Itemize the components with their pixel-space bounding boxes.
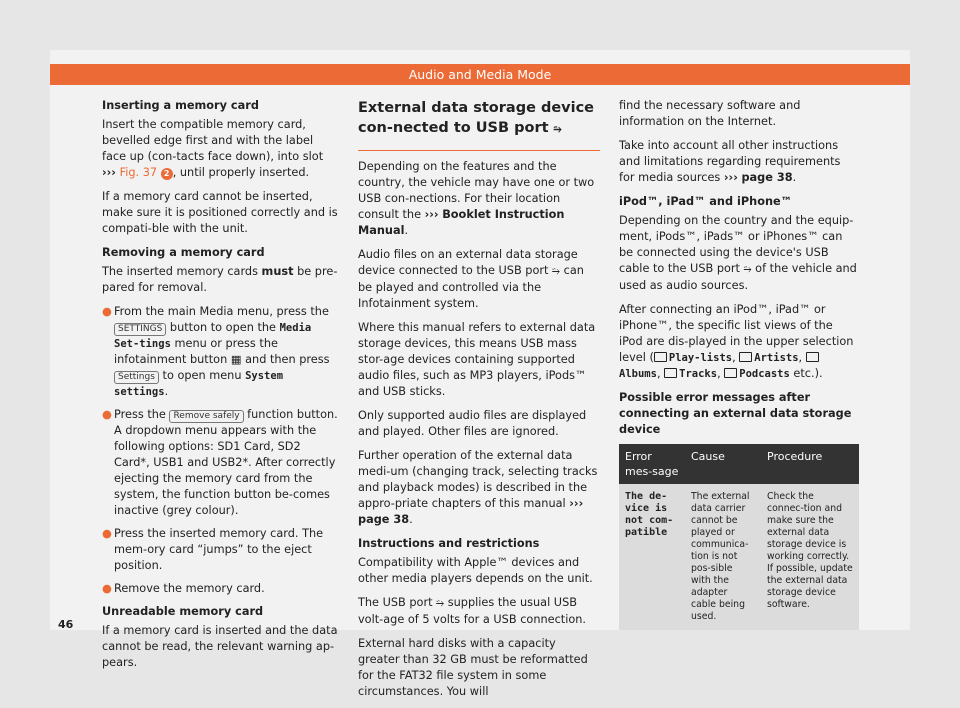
paragraph-insert: Insert the compatible memory card, bevelled edge first and with the label face up (con-tacts face down), into slot ››› Fig. 37 2 , until properly inserted. [102,118,324,179]
cell-error: The de-vice is not com-patible [619,484,685,630]
paragraph-further-operation: Further operation of the external data medi-um (changing track, selecting tracks and playback modes) is described in the appro-priate chapters of this manual ››› page 38. [358,449,598,526]
column-middle [358,98,600,708]
section-header: Audio and Media Mode [50,64,910,85]
column-left [102,98,338,679]
folder-icon [664,368,677,378]
paragraph-hard-disks: External hard disks with a capacity greater than 32 GB must be reformatted for the FAT32 file system in some circumstances. You will [358,637,588,698]
column-header-error: Error mes-sage [619,444,685,484]
heading-unreadable-memory-card: Unreadable memory card [102,605,264,618]
paragraph-usb-voltage: The USB port ⭇ supplies the usual USB volt-age of 5 volts for a USB connection. [358,596,587,626]
remove-safely-button-label: Remove safely [169,410,243,423]
figure-reference-link[interactable]: Fig. 37 [119,166,158,179]
usb-icon: ⭇ [743,264,752,275]
list-item: ● From the main Media menu, press the SETTINGS button to open the Media Set-tings menu or press the infotainment button ▦ and then press Settings to open menu System settings. [102,305,330,398]
paragraph-audio-files: Audio files on an external data storage device connected to the USB port ⭇ can be played and controlled via the Infotainment system. [358,248,584,310]
paragraph-list-views: After connecting an iPod™, iPad™ or iPhone™, the specific list views of the iPod are dis-played in the upper selection level ( Play-lists, Artists, Albums, Tracks, Podcasts etc.). [619,303,854,380]
paragraph-software: find the necessary software and information on the Internet. [619,99,801,128]
column-header-procedure: Procedure [761,444,859,484]
settings-button-label-2: Settings [114,371,159,384]
paragraph-removal: The inserted memory cards must be pre-pared for removal. [102,265,338,294]
table-row [619,484,859,630]
bullet-icon: ● [102,527,112,540]
folder-icon [806,352,819,362]
bullet-icon: ● [102,408,112,421]
heading-apple-devices: iPod™, iPad™ and iPhone™ [619,195,792,208]
paragraph-apple-connect: Depending on the country and the equip-ment, iPods™, iPads™ or iPhones™ can be connected using the device's USB cable to the USB port ⭇ of the vehicle and used as audio sources. [619,214,857,292]
settings-button-label: SETTINGS [114,323,166,336]
callout-number: 2 [161,168,173,180]
list-item: ● Press the Remove safely function button. A dropdown menu appears with the following options: SD1 Card, SD2 Card*, USB1 and USB2*. After correctly ejecting the memory card from the system, the function button be-comes inactive (grey colour). [102,408,338,517]
cell-cause: The external data carrier cannot be played or communica-tion is not pos-sible with the adapter cable being used. [685,484,761,630]
paragraph-usb-intro: Depending on the features and the country, the vehicle may have one or two USB con-nections. For their location consult the ››› Booklet Instruction Manual. [358,160,595,237]
heading-error-messages: Possible error messages after connecting an external data storage device [619,391,852,436]
infotainment-menu-icon: ▦ [230,353,242,366]
booklet-reference[interactable]: Booklet Instruction Manual [358,208,565,237]
list-item: ● Press the inserted memory card. The mem-ory card “jumps” to the eject position. [102,527,324,572]
folder-icon [739,352,752,362]
paragraph-supported-files: Only supported audio files are displayed and played. Other files are ignored. [358,409,587,438]
paragraph-limitations: Take into account all other instructions and limitations regarding requirements for media sources ››› page 38. [619,139,841,184]
page-number: 46 [58,618,74,631]
page-reference-link[interactable]: page 38 [358,513,410,526]
section-title-usb: External data storage device con-nected to USB port ⭇ [358,98,600,151]
heading-removing-memory-card: Removing a memory card [102,246,265,259]
column-right [619,98,859,630]
bullet-icon: ● [102,582,112,595]
usb-icon: ⭇ [436,598,445,609]
paragraph-compatibility: Compatibility with Apple™ devices and other media players depends on the unit. [358,556,593,585]
cell-procedure: Check the connec-tion and make sure the external data storage device is working correctly. If possible, update the external data storage device software. [761,484,859,630]
folder-icon [654,352,667,362]
page-reference-link[interactable]: page 38 [741,171,793,184]
heading-instructions-restrictions: Instructions and restrictions [358,537,540,550]
folder-icon [724,368,737,378]
paragraph-cannot-insert: If a memory card cannot be inserted, make sure it is positioned correctly and is compati-ble with the unit. [102,190,338,235]
error-table [619,444,859,630]
table-header-row [619,444,859,484]
usb-icon: ⭇ [552,266,561,277]
paragraph-unreadable: If a memory card is inserted and the data cannot be read, the relevant warning ap-pears. [102,624,338,669]
paragraph-storage-devices: Where this manual refers to external data storage devices, this means USB mass stor-age devices containing supported audio files, such as MP3 players, iPods™ and USB sticks. [358,321,596,398]
heading-inserting-memory-card: Inserting a memory card [102,99,259,112]
bullet-icon: ● [102,305,112,318]
list-item: ● Remove the memory card. [102,582,265,595]
column-header-cause: Cause [685,444,761,484]
usb-icon: ⭇ [553,124,562,135]
